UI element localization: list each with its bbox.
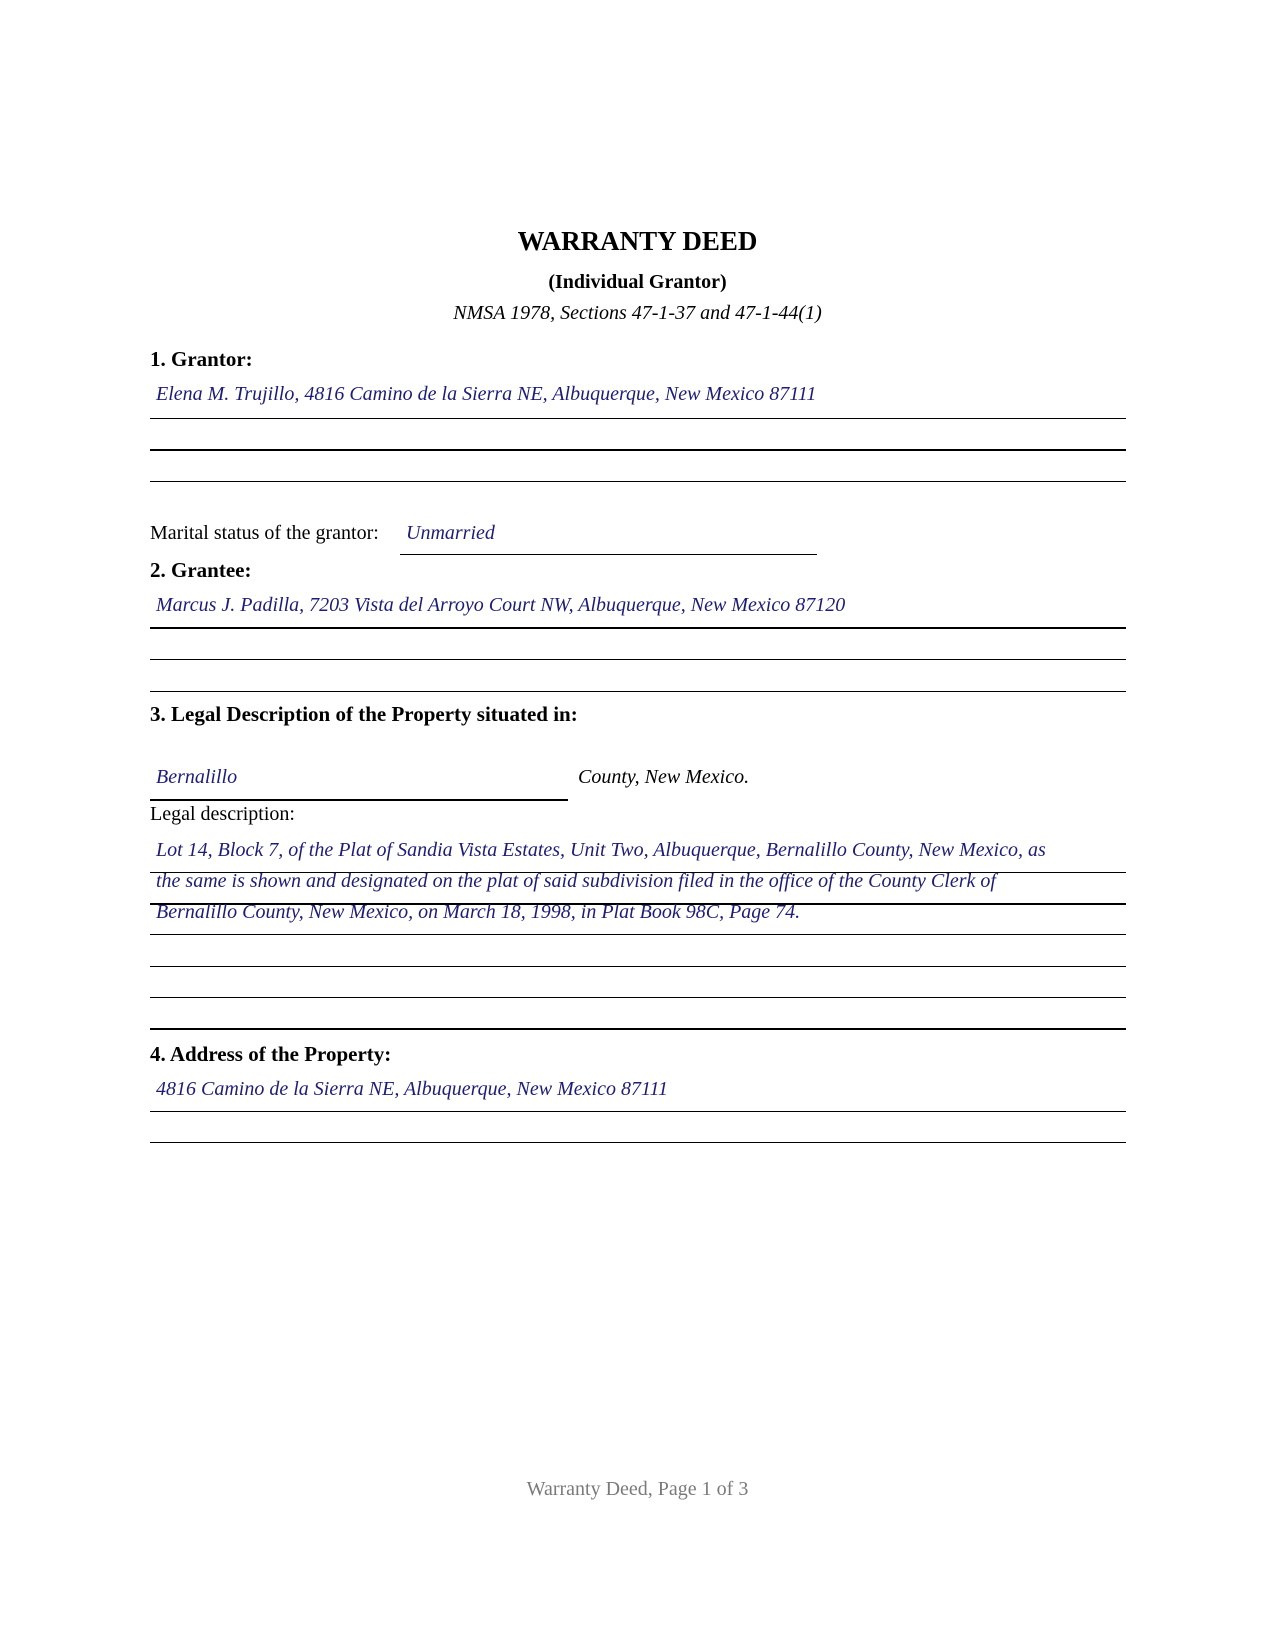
document-title: WARRANTY DEED	[517, 226, 758, 256]
grantor-line-3	[150, 481, 1126, 482]
property-address-field[interactable]: 4816 Camino de la Sierra NE, Albuquerque, New Mexico 87111	[156, 1078, 668, 1100]
document-subtitle: (Individual Grantor)	[548, 271, 727, 293]
address-line-1	[150, 1111, 1126, 1112]
marital-status-label: Marital status of the grantor:	[150, 522, 379, 544]
legal-line-5	[150, 997, 1126, 998]
grantee-heading: 2. Grantee:	[150, 558, 252, 582]
legal-description-line-1[interactable]: Lot 14, Block 7, of the Plat of Sandia Vista Estates, Unit Two, Albuquerque, Bernalillo County, New Mexico, as	[156, 839, 1046, 861]
legal-description-line-3[interactable]: Bernalillo County, New Mexico, on March 18, 1998, in Plat Book 98C, Page 74.	[156, 901, 801, 923]
grantor-heading: 1. Grantor:	[150, 347, 253, 371]
county-field[interactable]: Bernalillo	[156, 766, 238, 788]
county-line	[150, 799, 568, 801]
statute-citation: NMSA 1978, Sections 47-1-37 and 47-1-44(1)	[453, 302, 822, 324]
legal-description-label: Legal description:	[150, 803, 295, 825]
legal-description-heading: 3. Legal Description of the Property situated in:	[150, 702, 578, 726]
legal-line-4	[150, 966, 1126, 967]
legal-line-6	[150, 1028, 1126, 1030]
grantor-line-1	[150, 418, 1126, 419]
address-line-2	[150, 1142, 1126, 1143]
property-address-heading: 4. Address of the Property:	[150, 1042, 392, 1066]
legal-line-3	[150, 934, 1126, 935]
grantee-line-2	[150, 659, 1126, 660]
page-footer: Warranty Deed, Page 1 of 3	[526, 1478, 749, 1500]
marital-status-line	[400, 554, 817, 555]
marital-status-field[interactable]: Unmarried	[406, 522, 495, 544]
grantee-line-3	[150, 691, 1126, 692]
grantee-field[interactable]: Marcus J. Padilla, 7203 Vista del Arroyo Court NW, Albuquerque, New Mexico 87120	[156, 594, 846, 616]
grantee-line-1	[150, 627, 1126, 629]
grantor-field[interactable]: Elena M. Trujillo, 4816 Camino de la Sierra NE, Albuquerque, New Mexico 87111	[156, 383, 817, 405]
legal-description-line-2[interactable]: the same is shown and designated on the plat of said subdivision filed in the office of the County Clerk of	[156, 870, 996, 892]
grantor-line-2	[150, 449, 1126, 451]
county-suffix: County, New Mexico.	[578, 766, 750, 788]
